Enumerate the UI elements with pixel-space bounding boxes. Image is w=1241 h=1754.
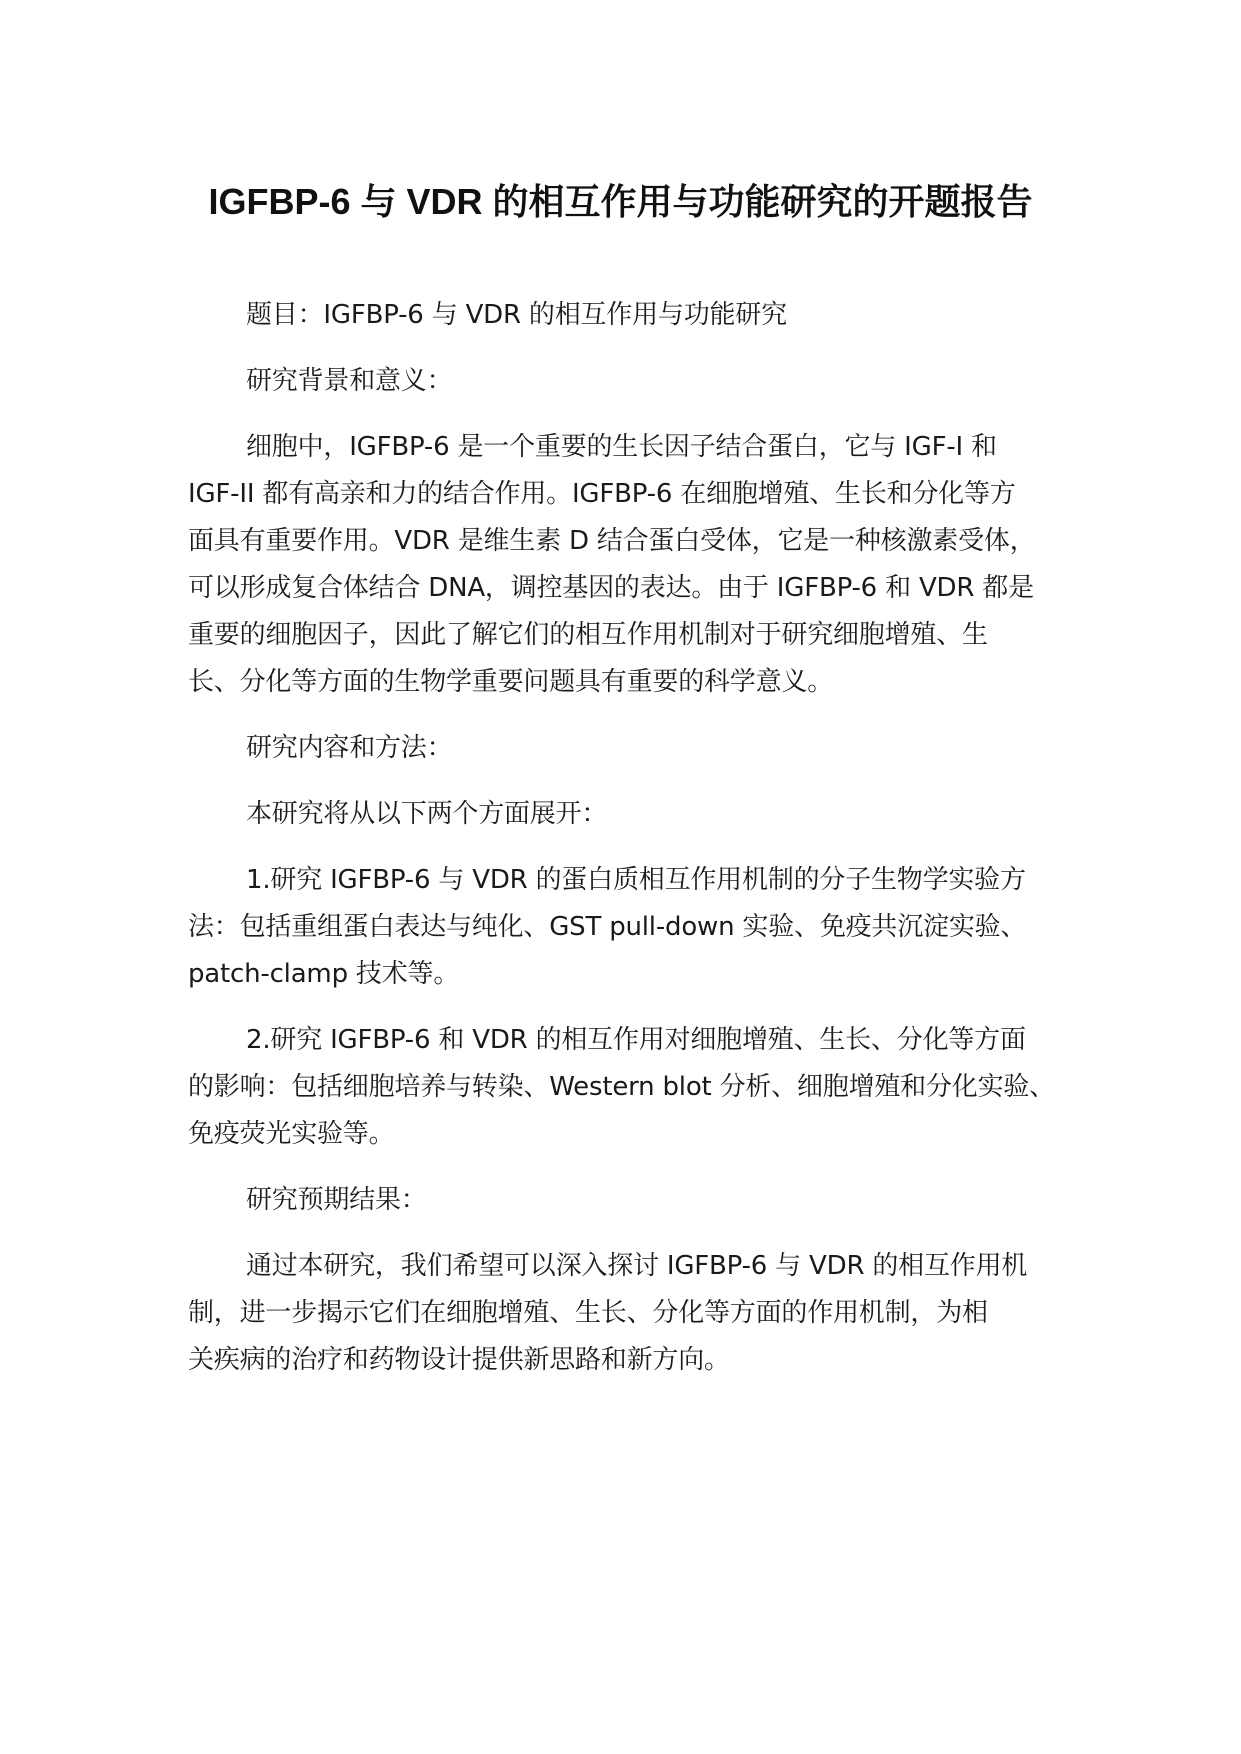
- text-line: 细胞中，IGFBP-6 是一个重要的生长因子结合蛋白，它与 IGF-I 和: [246, 432, 997, 462]
- text-line: 题目：IGFBP-6 与 VDR 的相互作用与功能研究: [246, 300, 787, 330]
- text-line: 研究内容和方法：: [246, 733, 453, 763]
- text-line: 长、分化等方面的生物学重要问题具有重要的科学意义。: [188, 667, 834, 697]
- text-line: 的影响：包括细胞培养与转染、Western blot 分析、细胞增殖和分化实验、: [188, 1072, 1055, 1102]
- text-line: 制，进一步揭示它们在细胞增殖、生长、分化等方面的作用机制，为相: [188, 1298, 988, 1328]
- text-line: 重要的细胞因子，因此了解它们的相互作用机制对于研究细胞增殖、生: [188, 620, 988, 650]
- text-line: 面具有重要作用。VDR 是维生素 D 结合蛋白受体，它是一种核激素受体，: [188, 526, 1036, 556]
- text-line: 法：包括重组蛋白表达与纯化、GST pull-down 实验、免疫共沉淀实验、: [188, 912, 1027, 942]
- document-body: [188, 292, 1078, 1403]
- text-line: 本研究将从以下两个方面展开：: [246, 799, 608, 829]
- text-line: 研究预期结果：: [246, 1185, 427, 1215]
- text-line: 2.研究 IGFBP-6 和 VDR 的相互作用对细胞增殖、生长、分化等方面: [246, 1025, 1026, 1055]
- paragraph-intro: [188, 791, 1078, 838]
- paragraph-item-1: [188, 857, 1078, 998]
- paragraph-expected-results: [188, 1243, 1078, 1384]
- text-line: IGF-II 都有高亲和力的结合作用。IGFBP-6 在细胞增殖、生长和分化等方: [188, 479, 1016, 509]
- paragraph-topic: [188, 292, 1078, 339]
- text-line: patch-clamp 技术等。: [188, 959, 460, 989]
- paragraph-background: [188, 424, 1078, 706]
- text-line: 关疾病的治疗和药物设计提供新思路和新方向。: [188, 1345, 730, 1375]
- document-title: IGFBP-6 与 VDR 的相互作用与功能研究的开题报告: [208, 181, 1033, 222]
- heading-background: [188, 358, 1078, 405]
- text-line: 通过本研究，我们希望可以深入探讨 IGFBP-6 与 VDR 的相互作用机: [246, 1251, 1028, 1281]
- heading-expected-results: [188, 1177, 1078, 1224]
- paragraph-item-2: [188, 1017, 1078, 1158]
- text-line: 免疫荧光实验等。: [188, 1119, 395, 1149]
- text-line: 1.研究 IGFBP-6 与 VDR 的蛋白质相互作用机制的分子生物学实验方: [246, 865, 1026, 895]
- text-line: 可以形成复合体结合 DNA，调控基因的表达。由于 IGFBP-6 和 VDR 都是: [188, 573, 1034, 603]
- text-line: 研究背景和意义：: [246, 366, 453, 396]
- heading-content-methods: [188, 725, 1078, 772]
